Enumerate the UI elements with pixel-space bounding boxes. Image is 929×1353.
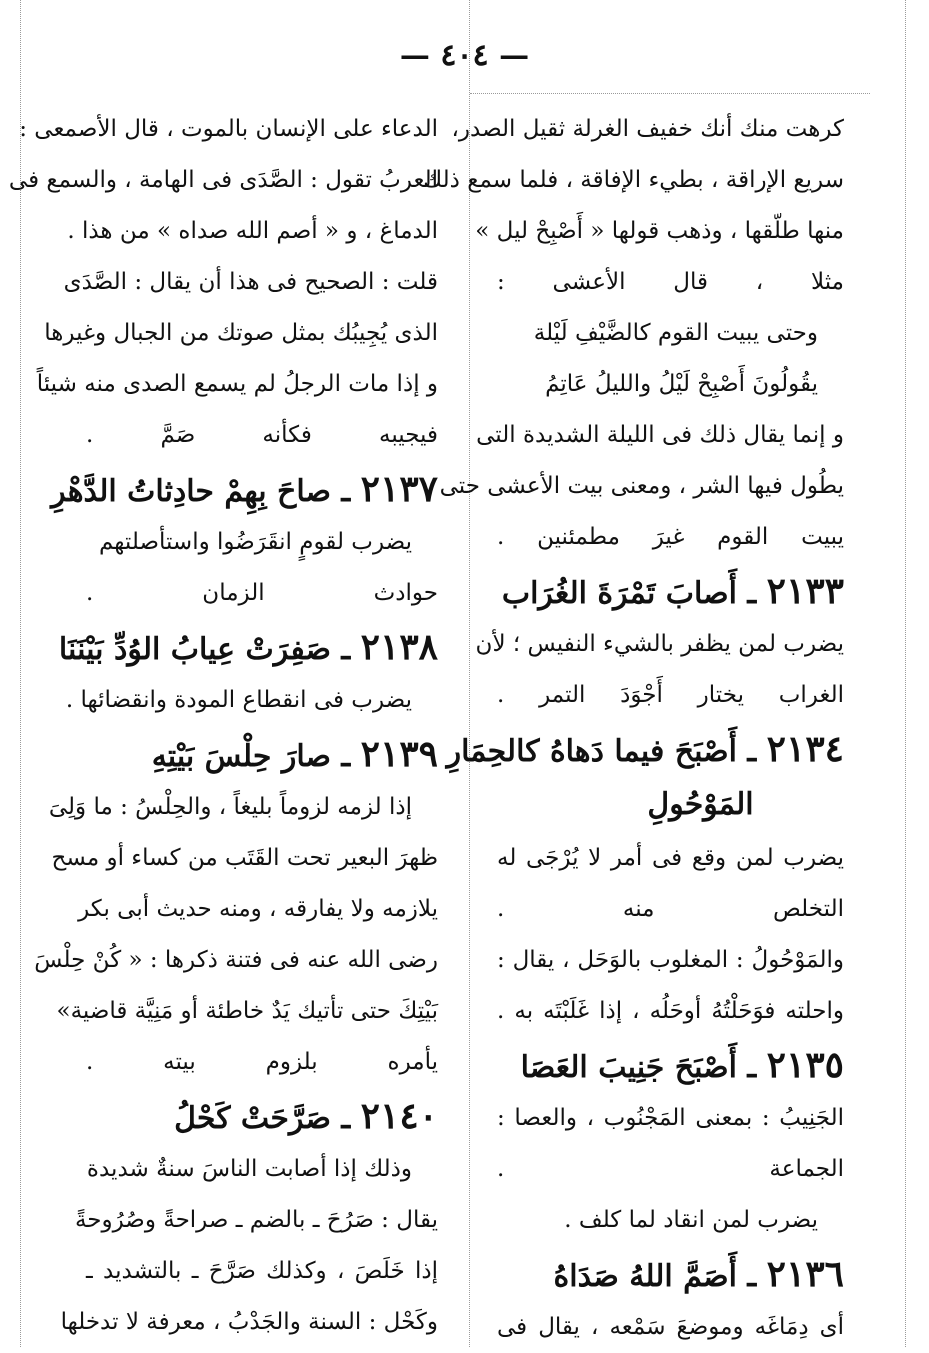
proverb-heading: [446, 721, 844, 777]
text-line: أى دِمَاغَه وموضعَ سَمْعه ، يقال فى: [497, 1314, 844, 1340]
indented-line: يضرب فى انقطاع المودة وانقضائها .: [65, 687, 412, 713]
text-line: الغراب يختار أَجْوَدَ التمر .: [497, 682, 844, 708]
text-line: مثلا ، قال الأعشى :: [497, 269, 844, 295]
text-line: حوادث الزمان .: [86, 580, 438, 606]
indented-line: يضرب لمن انقاد لما كلف .: [564, 1207, 818, 1233]
text-line: التخلص منه .: [497, 896, 844, 922]
text-line: الذى يُجِيبُك بمثل صوتك من الجبال وغيرها: [44, 320, 438, 346]
text-line: إذا خَلَصَ ، وكذلك صَرَّحَ ـ بالتشديد ـ: [86, 1258, 438, 1284]
text-line: فيجيبه فكأنه صَمَّ .: [86, 422, 438, 448]
proverb-number: ٢١٣٣: [766, 570, 844, 612]
text-line: والمَوْحُولُ : المغلوب بالوَحَل ، يقال :: [497, 947, 844, 973]
proverb-text: ـ أَصابَ تَمْرَةَ الغُرَاب: [501, 576, 757, 611]
proverb-number: ٢١٣٩: [360, 733, 438, 775]
text-line: واحلته فوَحَلْتُهُ أوحَلُه ، إذا غَلَبْتَه به .: [497, 998, 844, 1024]
text-line: يطُول فيها الشر ، ومعنى بيت الأعشى حتى: [439, 473, 844, 499]
text-line: ظهرَ البعير تحت القَتَب من كساء أو مسح: [51, 845, 438, 871]
indented-line: يضرب لقومٍ انقَرَضُوا واستأصلتهم: [98, 529, 412, 555]
proverb-heading: [86, 1088, 438, 1144]
proverb-text: ـ صاحَ بِهِمْ حادِثاتُ الدَّهْرِ: [51, 474, 351, 509]
text-line: كرهت منك أنك خفيف الغرلة ثقيل الصدر،: [451, 116, 844, 142]
indented-line: يقُولُونَ أَصْبِحْ لَيْلُ والليلُ عَاتِمُ: [545, 371, 818, 397]
proverb-number: ٢١٣٦: [766, 1253, 844, 1295]
text-line: رضى الله عنه فى فتنة ذكرها : « كُنْ حِلْسَ: [34, 947, 438, 973]
text-line: يأمره بلزوم بيته .: [86, 1049, 438, 1075]
text-line: قلت : الصحيح فى هذا أن يقال : الصَّدَى: [63, 269, 438, 295]
text-line: منها طلّقها ، وذهب قولها « أَصْبِحْ ليل »: [475, 218, 844, 244]
page-number: — ٤٠٤ —: [399, 38, 530, 73]
text-line: الجماعة .: [497, 1156, 844, 1182]
proverb-number: ٢١٣٧: [360, 468, 438, 510]
text-line: الدماغ ، و « أصم الله صداه » من هذا .: [67, 218, 438, 244]
proverb-number: ٢١٣٤: [766, 728, 844, 770]
text-line: يقال : صَرُحَ ـ بالضم ـ صراحةً وصُرُوحةً: [74, 1207, 438, 1233]
proverb-heading: [58, 619, 438, 675]
proverb-number: ٢١٤٠: [360, 1095, 438, 1137]
right-column: [423, 104, 844, 1353]
margin-rule-right: [905, 0, 906, 1347]
text-line: بَيْتِكَ حتى تأتيك يَدٌ خاطئة أو مَنِيَّة قاضية»: [56, 998, 438, 1024]
proverb-number: ٢١٣٨: [360, 626, 438, 668]
proverb-text: ـ صارَ حِلْسَ بَيْتِهِ: [151, 739, 351, 774]
proverb-text: ـ أَصْبَحَ جَنِيبَ العَصَا: [520, 1050, 757, 1085]
proverb-heading-continued: المَوْحُولِ: [647, 787, 754, 822]
text-line: العربُ تقول : الصَّدَى فى الهامة ، والسمع فى: [8, 167, 438, 193]
text-line: يضرب لمن يظفر بالشيء النفيس ؛ لأن: [475, 631, 844, 657]
proverb-number: ٢١٣٥: [766, 1044, 844, 1086]
proverb-heading: [497, 1246, 844, 1302]
proverb-heading: [497, 563, 844, 619]
text-line: سريع الإراقة ، بطيء الإفاقة ، فلما سمع ذلك: [423, 167, 844, 193]
text-line: الدعاء على الإنسان بالموت ، قال الأصمعى :: [19, 116, 438, 142]
proverb-text: ـ صَرَّحَتْ كَحْلُ: [174, 1101, 351, 1136]
proverb-text: ـ أَصَمَّ اللهُ صَدَاهُ: [553, 1259, 757, 1294]
proverb-text: ـ صَفِرَتْ عِيابُ الوُدِّ بَيْنَنَا: [58, 632, 351, 667]
header-rule: [470, 93, 870, 94]
text-line: و إنما يقال ذلك فى الليلة الشديدة التى: [476, 422, 844, 448]
text-line: وكَحْل : السنة والجَدْبُ ، معرفة لا تدخلها: [60, 1309, 438, 1335]
indented-line: إذا لزمه لزوماً بليغاً ، والحِلْسُ : ما وَلِىَ: [48, 794, 412, 820]
text-line: يلازمه ولا يفارقه ، ومنه حديث أبى بكر: [78, 896, 438, 922]
text-line: يبيت القوم غيرَ مطمئنين .: [497, 524, 844, 550]
proverb-heading: [51, 461, 438, 517]
text-line: يضرب لمن وقع فى أمر لا يُرْجَى له: [497, 845, 844, 871]
left-column: [8, 104, 438, 1348]
proverb-text: ـ أَصْبَحَ فيما دَهاهُ كالحِمَارِ: [446, 734, 757, 769]
indented-line: وذلك إذا أصابت الناسَ سنةٌ شديدة: [86, 1156, 412, 1182]
proverb-heading: [86, 726, 438, 782]
text-line: و إذا مات الرجلُ لم يسمع الصدى منه شيئاً: [36, 371, 438, 397]
text-line: الجَنِيبُ : بمعنى المَجْنُوب ، والعصا :: [497, 1105, 844, 1131]
indented-line: وحتى يبيت القوم كالضَّيْفِ لَيْلة: [533, 320, 818, 346]
proverb-heading: [497, 1037, 844, 1093]
